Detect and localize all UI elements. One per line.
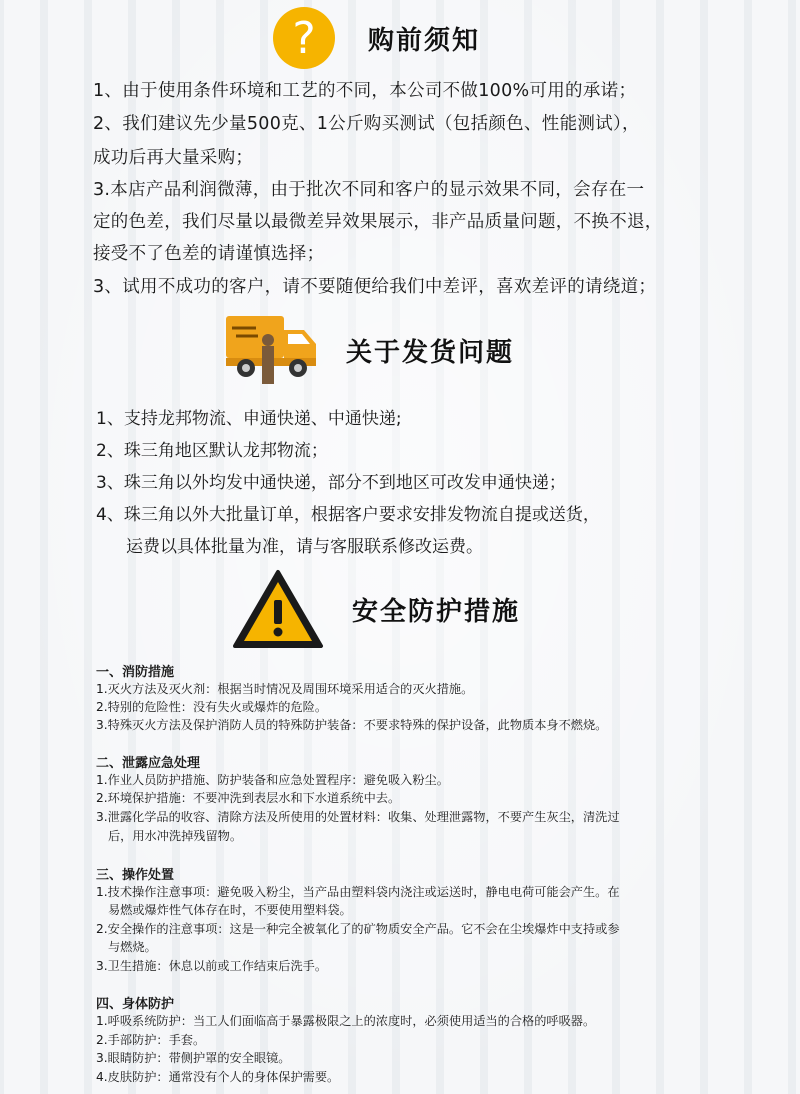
safety-item: 2.手部防护：手套。 xyxy=(96,1033,206,1047)
safety-item: 1.灭火方法及灭火剂：根据当时情况及周围环境采用适合的灭火措施。 xyxy=(96,682,474,696)
notice-line: 3、试用不成功的客户，请不要随便给我们中差评，喜欢差评的请绕道； xyxy=(93,277,657,297)
notice-line: 定的色差，我们尽量以最微差异效果展示，非产品质量问题，不换不退， xyxy=(93,212,663,232)
safety-item: 1.呼吸系统防护：当工人们面临高于暴露极限之上的浓度时，必须使用适当的合格的呼吸器。 xyxy=(96,1014,596,1028)
shipping-section xyxy=(0,310,800,570)
safety-item: 2.环境保护措施：不要冲洗到表层水和下水道系统中去。 xyxy=(96,791,401,805)
safety-item: 后，用水冲洗掉残留物。 xyxy=(108,829,243,843)
notice-line: 3.本店产品利润微薄，由于批次不同和客户的显示效果不同，会存在一 xyxy=(93,180,645,200)
purchase-notice-section xyxy=(0,0,800,310)
notice-line: 1、由于使用条件环境和工艺的不同，本公司不做100%可用的承诺； xyxy=(93,81,637,101)
shipping-line: 3、珠三角以外均发中通快递，部分不到地区可改发申通快递； xyxy=(96,473,566,493)
shipping-line: 运费以具体批量为准，请与客服联系修改运费。 xyxy=(126,537,483,557)
safety-group-heading: 二、泄露应急处理 xyxy=(96,756,201,771)
safety-item: 4.皮肤防护：通常没有个人的身体保护需要。 xyxy=(96,1070,340,1084)
shipping-line: 1、支持龙邦物流、申通快递、中通快递; xyxy=(96,409,402,429)
safety-item: 易燃或爆炸性气体存在时，不要使用塑料袋。 xyxy=(108,903,352,917)
safety-item: 1.作业人员防护措施、防护装备和应急处置程序：避免吸入粉尘。 xyxy=(96,773,449,787)
safety-group-heading: 三、操作处置 xyxy=(96,868,175,883)
warning-icon xyxy=(232,568,324,650)
purchase-notice-title: 购前须知 xyxy=(368,25,481,56)
safety-item: 与燃烧。 xyxy=(108,940,157,954)
notice-line: 2、我们建议先少量500克、1公斤购买测试（包括颜色、性能测试）， xyxy=(93,114,640,134)
svg-text:?: ? xyxy=(292,13,316,64)
shipping-line: 2、珠三角地区默认龙邦物流； xyxy=(96,441,328,461)
purchase-notice-header xyxy=(272,6,480,70)
safety-group-heading: 一、消防措施 xyxy=(96,665,175,680)
shipping-header xyxy=(222,310,514,390)
safety-item: 2.安全操作的注意事项：这是一种完全被氧化了的矿物质安全产品。它不会在尘埃爆炸中支持或参 xyxy=(96,922,620,936)
safety-item: 2.特别的危险性：没有失火或爆炸的危险。 xyxy=(96,700,328,714)
safety-section xyxy=(0,568,800,1094)
shipping-title: 关于发货问题 xyxy=(346,337,515,368)
safety-item: 3.泄露化学品的收容、清除方法及所使用的处置材料：收集、处理泄露物，不要产生灰尘，清洗过 xyxy=(96,810,620,824)
question-icon xyxy=(272,6,336,70)
safety-item: 1.技术操作注意事项：避免吸入粉尘，当产品由塑料袋内浇注或运送时，静电电荷可能会产生。在 xyxy=(96,885,620,899)
shipping-line: 4、珠三角以外大批量订单，根据客户要求安排发物流自提或送货， xyxy=(96,505,600,525)
safety-item: 3.特殊灭火方法及保护消防人员的特殊防护装备：不要求特殊的保护设备，此物质本身不燃烧。 xyxy=(96,718,608,732)
safety-group-heading: 四、身体防护 xyxy=(96,997,175,1012)
delivery-truck-icon xyxy=(222,310,322,390)
safety-title: 安全防护措施 xyxy=(352,596,521,627)
safety-item: 3.眼睛防护：带侧护罩的安全眼镜。 xyxy=(96,1051,291,1065)
notice-line: 接受不了色差的请谨慎选择； xyxy=(93,244,325,264)
safety-item: 3.卫生措施：休息以前或工作结束后洗手。 xyxy=(96,959,328,973)
notice-line: 成功后再大量采购； xyxy=(93,148,254,168)
safety-header xyxy=(232,568,520,650)
